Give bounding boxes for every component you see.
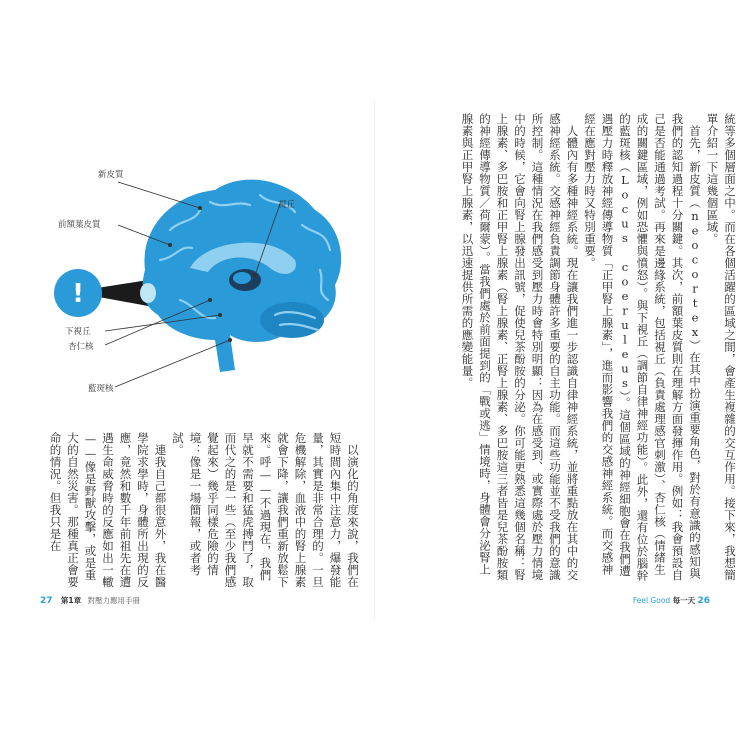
- page-number: 26: [697, 596, 710, 606]
- right-page: [375, 0, 750, 750]
- paragraph: 首先，新皮質（neocortex）在其中扮演重要角色，對於有意識的感知與我們的認知過程十分關鍵。其次，前額葉皮質則在理解方面發揮作用。例如：我會預設自己是否能通過考試。再來是邊緣系統，包括視丘（負責處理感官刺激）、杏仁核（情緒生成的關鍵區域，例如恐懼與憤怒）。與下視丘（調節自律神經功能）。此外，還有位於腦幹的藍斑核（Locus coeruleus）。這個區域的神經細胞會在我們遭遇壓力時釋放神經傳導物質「正甲腎上腺素」，進而影響我們的交感神經系統。而交感神經在應對壓力時又特別重要。: [583, 113, 702, 582]
- right-page-body: [412, 113, 738, 583]
- paragraph: 以演化的角度來說，我們在短時間內集中注意力，爆發能量，其實是非常合理的。一旦危機解除，血液中的腎上腺素就會下降，讓我們重新放鬆下來。呼——不過現在，我們早就不需要和猛虎搏鬥了，取而代之的是一些（至少我們感覺起來）幾乎同樣危險的情境：像是一場簡報，或者考試。: [171, 432, 360, 588]
- paragraph: 連我自己都很意外，我在醫學院求學時，身體所出現的反應，竟然和數千年前祖先在遭遇生命威脅時的反應如出一轍——像是野獸攻擊，或是重大的自然災害。那種真正會要命的情況。但我只是在: [48, 432, 168, 588]
- left-page-body: [48, 432, 361, 592]
- label-thalamus: 視丘: [278, 200, 296, 210]
- exclamation-icon: !: [72, 279, 84, 309]
- book-brand: Feel Good: [632, 596, 671, 605]
- label-amygdala: 杏仁核: [68, 342, 94, 352]
- eye: [140, 283, 156, 303]
- paragraph: 統等多個層面之中。而在各個活躍的區域之間，會產生複雜的交互作用。接下來，我想簡單介紹一下這幾個區域。: [705, 113, 737, 581]
- label-prefrontal: 前額葉皮質: [58, 220, 101, 230]
- label-hypothalamus: 下視丘: [65, 327, 91, 337]
- brain-illustration: [30, 140, 360, 400]
- label-neocortex: 新皮質: [98, 170, 124, 180]
- book-subtitle: 每一天: [672, 596, 696, 605]
- brain-figure: [30, 140, 360, 400]
- label-locus-coeruleus: 藍斑核: [88, 384, 114, 394]
- page-number: 27: [40, 596, 53, 606]
- chapter-title: 對壓力應用手冊: [87, 596, 141, 605]
- right-footer: [633, 595, 710, 606]
- paragraph: 人體內有多種神經系統。現在讓我們進一步認識自律神經系統，並將重點放在其中的交感神經系統。交感神經負責調節身體許多重要的自主功能。而這些功能並不受我們的意識所控制。這種情況在我們感受到壓力時會特別明顯：因為在感受到、或實際處於壓力情境中的時候，它會向腎上腺發出訊號，促使兒茶酚胺的分泌。你可能更熟悉這幾個名稱：腎上腺素、多巴胺和正甲腎上腺素（腎上腺素、正腎上腺素、多巴胺這三者皆是兒茶酚胺類的神經傳導物質／荷爾蒙）。當我們處於前面提到的「戰或逃」情境時，身體會分泌腎上腺素與正甲腎上腺素，以迅速提供所需的應變能量。: [460, 113, 580, 581]
- chapter-number: 第1章: [60, 596, 82, 605]
- left-footer: [40, 595, 140, 606]
- cerebellum: [260, 302, 324, 338]
